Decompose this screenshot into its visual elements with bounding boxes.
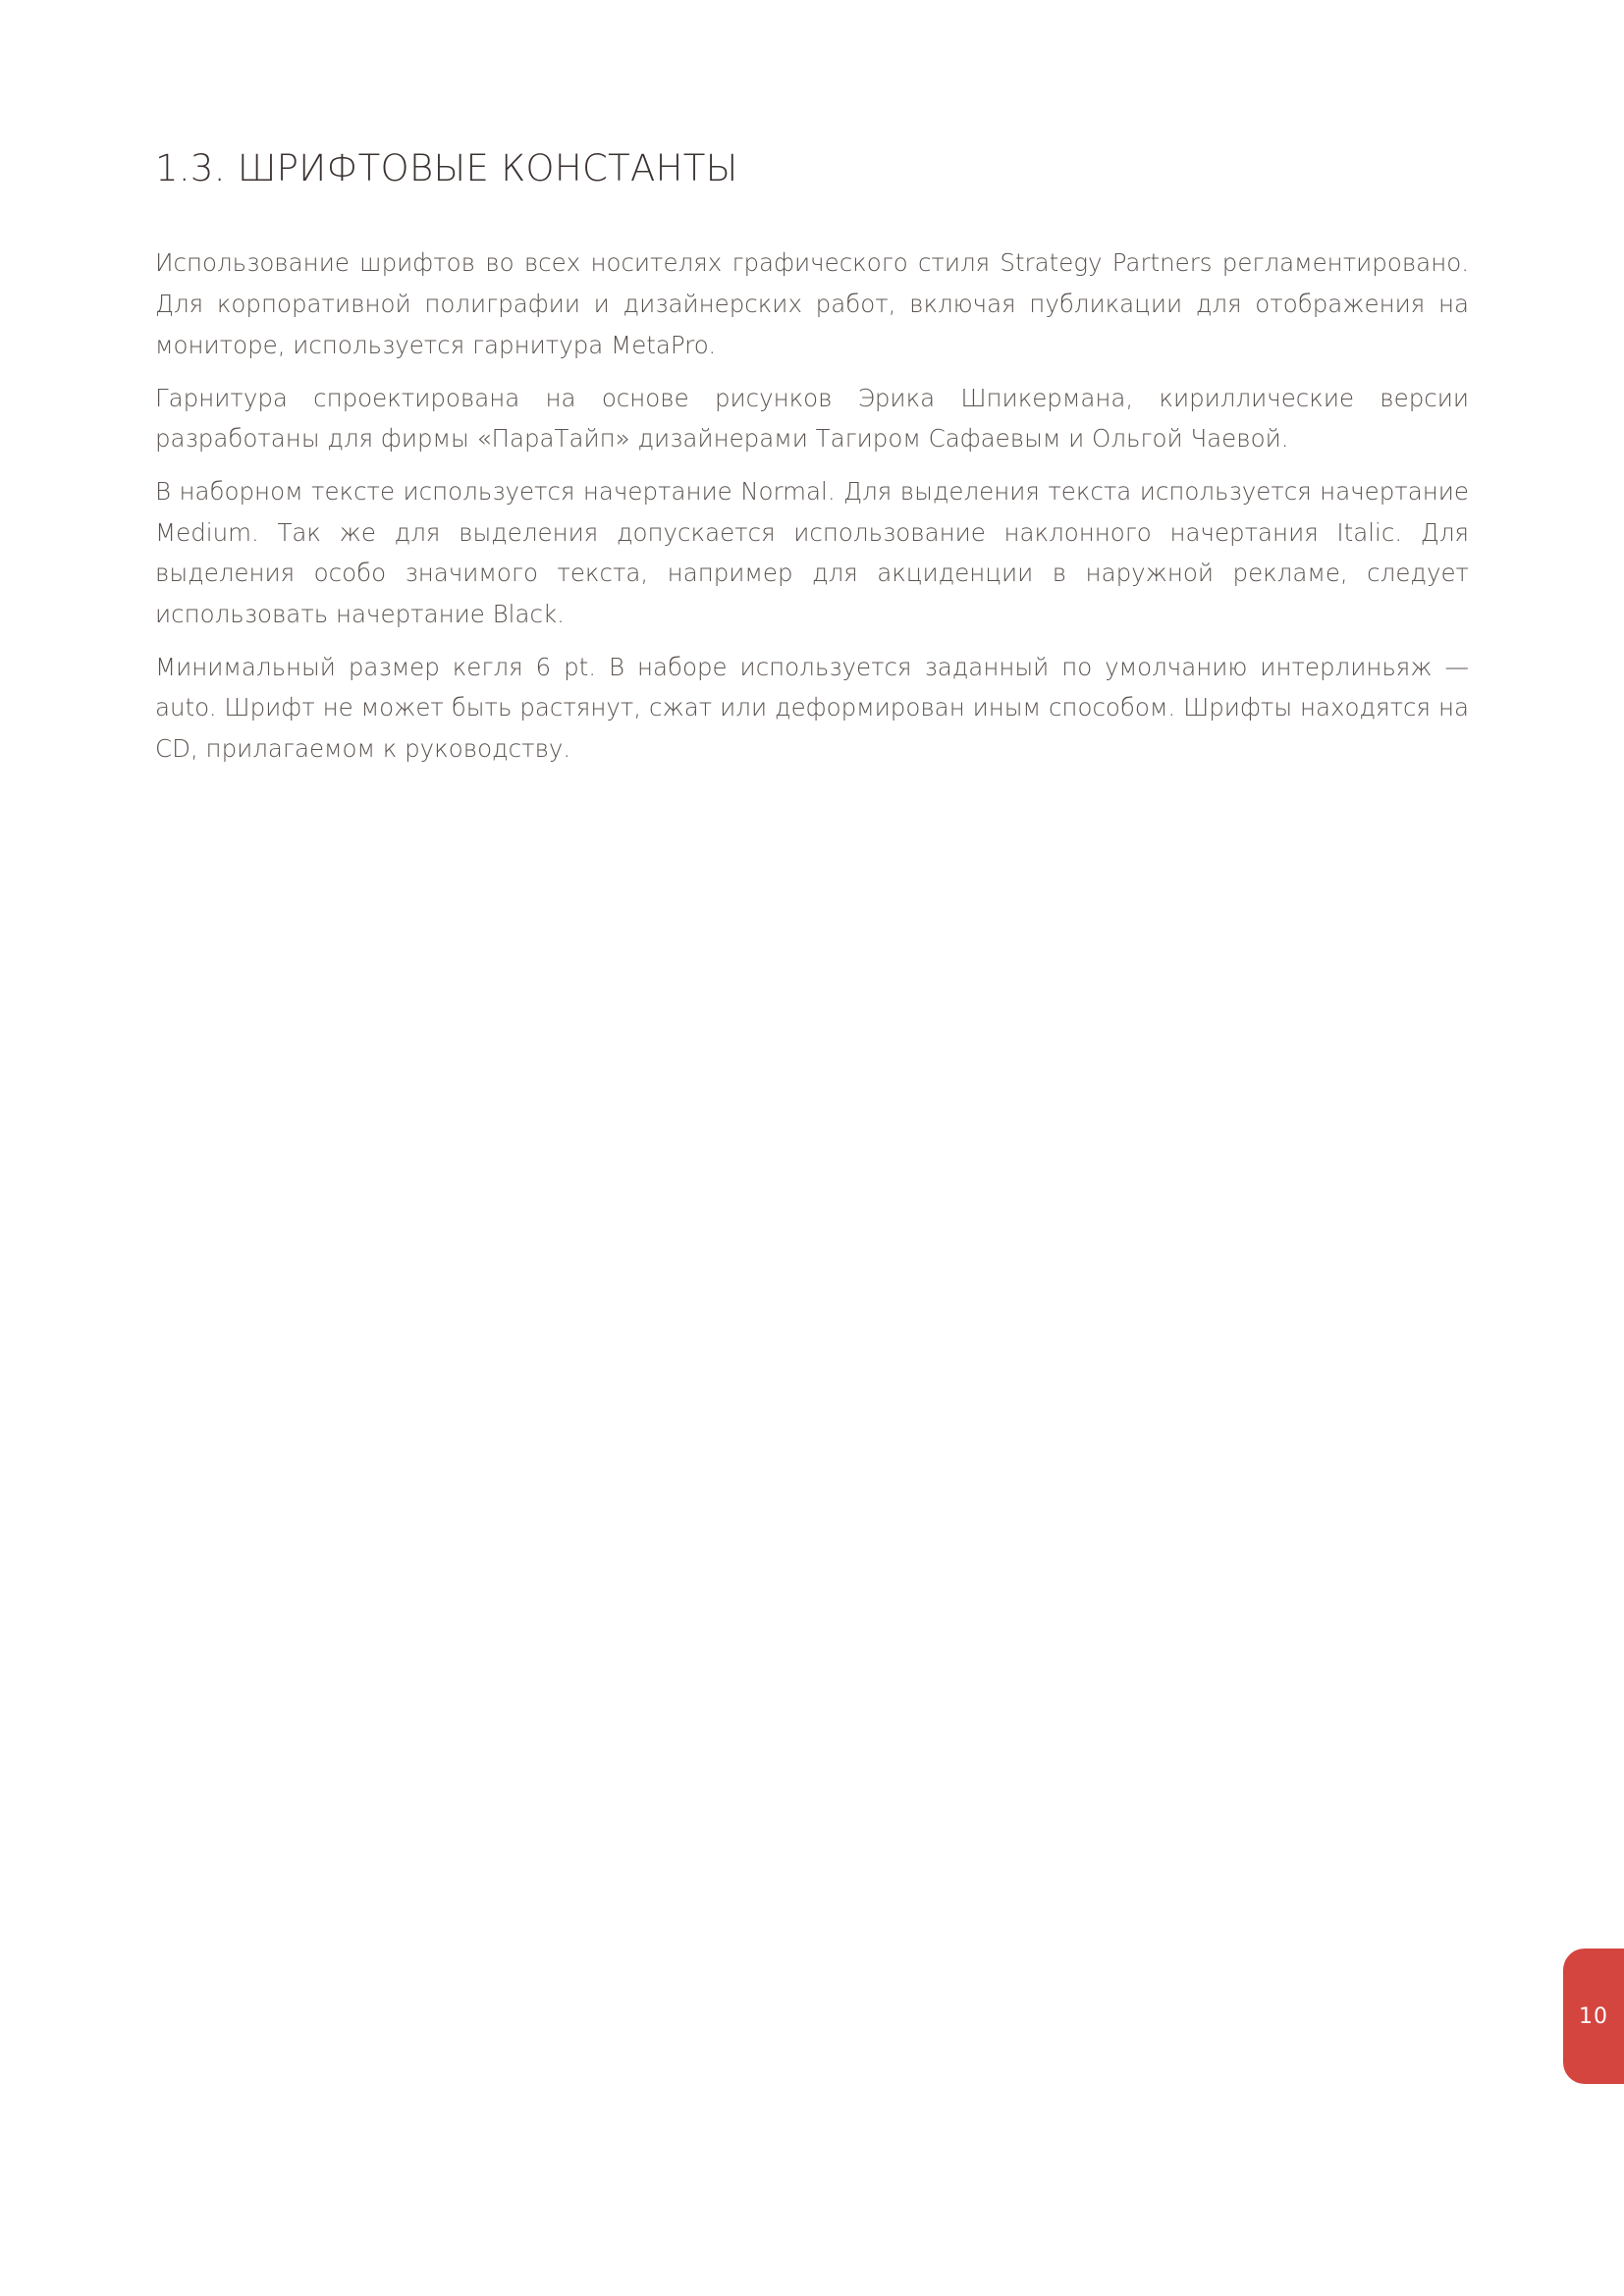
page-number: 10 — [1579, 2003, 1608, 2029]
page-number-tab — [1563, 1949, 1624, 2084]
paragraph-font-size-rules: Минимальный размер кегля 6 pt. В наборе используется заданный по умолчанию интерлиньяж — auto. Шрифт не может быть растянут, сжат или деформирован иным способом. Шрифты находятся на CD, прилагаемом к руководству. — [155, 652, 1469, 764]
paragraph-typeface-origin: Гарнитура спроектирована на основе рисунков Эрика Шпикермана, кириллические версии разработаны для фирмы «ПараТайп» дизайнерами Тагиром Сафаевым и Ольгой Чаевой. — [155, 383, 1469, 454]
paragraph-fonts-usage: Использование шрифтов во всех носителях графического стиля Strategy Partners регламентировано. Для корпоративной полиграфии и дизайнерских работ, включая публикации для отображения на мониторе, используется гарнитура MetaPro. — [155, 248, 1469, 359]
paragraph-font-styles: В наборном тексте используется начертание Normal. Для выделения текста используется начертание Medium. Так же для выделения допускается использование наклонного начертания Italic. Для выделения особо значимого текста, например для акциденции в наружной рекламе, следует использовать начертание Black. — [155, 476, 1469, 629]
page-title: 1.3. ШРИФТОВЫЕ КОНСТАНТЫ — [155, 147, 738, 189]
page-content — [155, 147, 1469, 781]
